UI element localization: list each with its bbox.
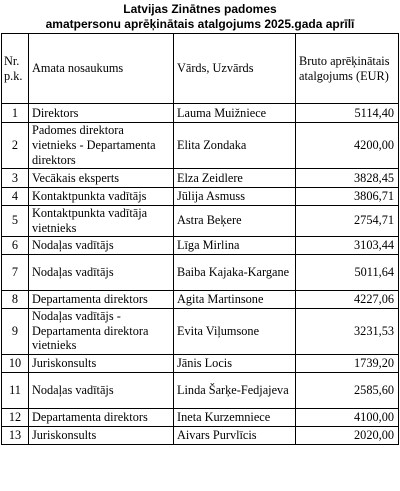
- table-row: [2, 308, 399, 354]
- row-name: Līga Mirlina: [174, 236, 296, 254]
- document-subtitle: amatpersonu aprēķinātais atalgojums 2025.gada aprīlī: [45, 17, 355, 31]
- row-position: Nodaļas vadītājs: [29, 236, 174, 254]
- row-name: Agita Martinsone: [174, 290, 296, 308]
- table-row: [2, 123, 399, 169]
- table-row: [2, 290, 399, 308]
- row-number: 11: [2, 372, 29, 408]
- header-name: Vārds, Uzvārds: [174, 34, 296, 104]
- row-number: 9: [2, 308, 29, 354]
- row-name: Evita Viļumsone: [174, 308, 296, 354]
- row-position: Padomes direktora vietnieks - Departamenta direktors: [29, 123, 174, 169]
- row-number: 8: [2, 290, 29, 308]
- table-row: [2, 206, 399, 237]
- row-name: Jānis Locis: [174, 354, 296, 372]
- row-salary: 3231,53: [296, 308, 399, 354]
- row-name: Ineta Kurzemniece: [174, 408, 296, 426]
- row-salary: 2585,60: [296, 372, 399, 408]
- row-number: 12: [2, 408, 29, 426]
- row-salary: 3806,71: [296, 188, 399, 206]
- row-salary: 5011,64: [296, 254, 399, 290]
- table-row: [2, 169, 399, 188]
- table-row: [2, 104, 399, 123]
- row-position: Departamenta direktors: [29, 290, 174, 308]
- row-salary: 3828,45: [296, 169, 399, 188]
- table-row: [2, 236, 399, 254]
- row-salary: 2020,00: [296, 426, 399, 444]
- row-number: 10: [2, 354, 29, 372]
- table-row: [2, 408, 399, 426]
- row-name: Elza Zeidlere: [174, 169, 296, 188]
- row-salary: 3103,44: [296, 236, 399, 254]
- row-position: Vecākais eksperts: [29, 169, 174, 188]
- row-salary: 4200,00: [296, 123, 399, 169]
- row-number: 4: [2, 188, 29, 206]
- header-position: Amata nosaukums: [29, 34, 174, 104]
- row-name: Astra Beķere: [174, 206, 296, 237]
- row-position: Nodaļas vadītājs: [29, 372, 174, 408]
- row-number: 1: [2, 104, 29, 123]
- row-name: Linda Šarķe-Fedjajeva: [174, 372, 296, 408]
- document-title: Latvijas Zinātnes padomes: [123, 2, 277, 16]
- table-row: [2, 188, 399, 206]
- row-name: Elita Zondaka: [174, 123, 296, 169]
- row-position: Nodaļas vadītājs: [29, 254, 174, 290]
- table-row: [2, 254, 399, 290]
- row-number: 5: [2, 206, 29, 237]
- row-position: Departamenta direktors: [29, 408, 174, 426]
- header-no: Nr. p.k.: [2, 34, 29, 104]
- salary-table: [1, 33, 399, 445]
- row-salary: 4227,06: [296, 290, 399, 308]
- row-position: Direktors: [29, 104, 174, 123]
- row-salary: 4100,00: [296, 408, 399, 426]
- row-salary: 5114,40: [296, 104, 399, 123]
- row-salary: 2754,71: [296, 206, 399, 237]
- table-row: [2, 372, 399, 408]
- row-number: 7: [2, 254, 29, 290]
- row-position: Kontaktpunkta vadītāja vietnieks: [29, 206, 174, 237]
- row-name: Baiba Kajaka-Kargane: [174, 254, 296, 290]
- row-number: 3: [2, 169, 29, 188]
- row-salary: 1739,20: [296, 354, 399, 372]
- row-position: Kontaktpunkta vadītājs: [29, 188, 174, 206]
- table-header-row: [2, 34, 399, 104]
- row-name: Jūlija Asmuss: [174, 188, 296, 206]
- table-row: [2, 354, 399, 372]
- row-name: Aivars Purvlīcis: [174, 426, 296, 444]
- row-number: 13: [2, 426, 29, 444]
- row-position: Juriskonsults: [29, 426, 174, 444]
- row-position: Juriskonsults: [29, 354, 174, 372]
- row-number: 2: [2, 123, 29, 169]
- row-position: Nodaļas vadītājs - Departamenta direktora vietnieks: [29, 308, 174, 354]
- row-name: Lauma Muižniece: [174, 104, 296, 123]
- header-salary: Bruto aprēķinātais atalgojums (EUR): [296, 34, 399, 104]
- table-row: [2, 426, 399, 444]
- row-number: 6: [2, 236, 29, 254]
